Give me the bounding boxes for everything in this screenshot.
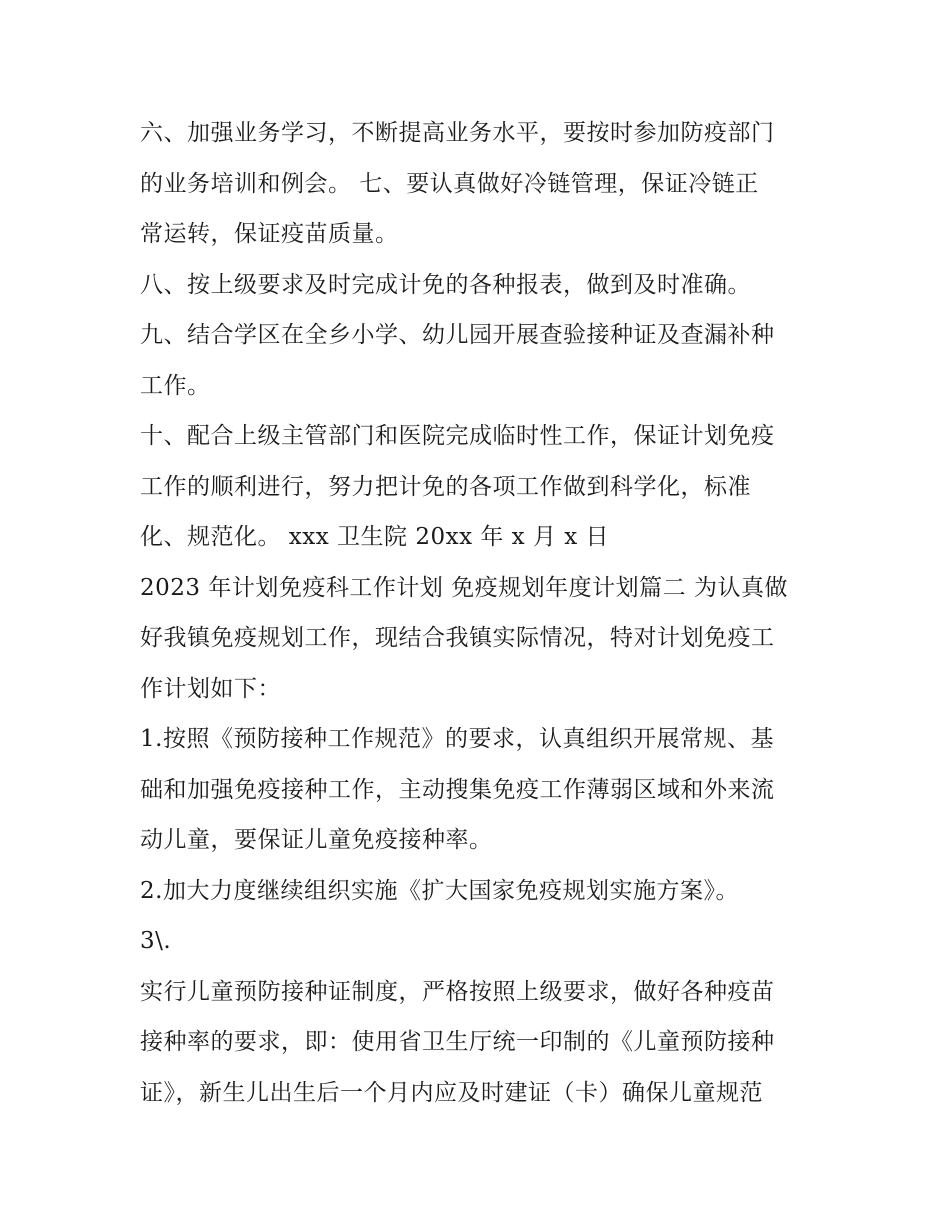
text-line: 2.加大力度继续组织实施《扩大国家免疫规划实施方案》。 <box>140 877 739 904</box>
text-line: 工作。 <box>140 372 211 399</box>
text-line: 化、规范化。 xxx 卫生院 20xx 年 x 月 x 日 <box>140 524 610 550</box>
text-line: 常运转，保证疫苗质量。 <box>140 221 399 247</box>
text-line: 八、按上级要求及时完成计免的各种报表，做到及时准确。 <box>140 271 751 298</box>
text-line: 动儿童，要保证儿童免疫接种率。 <box>140 827 493 853</box>
text-line: 1.按照《预防接种工作规范》的要求，认真组织开展常规、基 <box>140 726 774 752</box>
text-line: 实行儿童预防接种证制度，严格按照上级要求，做好各种疫苗 <box>140 978 775 1005</box>
text-line: 证》，新生儿出生后一个月内应及时建证（卡）确保儿童规范 <box>140 1079 763 1106</box>
document-body <box>140 108 820 1118</box>
text-line: 2023 年计划免疫科工作计划 免疫规划年度计划篇二 为认真做 <box>140 574 788 601</box>
text-line: 九、结合学区在全乡小学、幼儿园开展查验接种证及查漏补种 <box>140 322 775 348</box>
text-line: 好我镇免疫规划工作，现结合我镇实际情况，特对计划免疫工 <box>140 625 775 651</box>
text-line: 十、配合上级主管部门和医院完成临时性工作，保证计划免疫 <box>140 423 775 449</box>
text-line: 的业务培训和例会。 七、要认真做好冷链管理，保证冷链正 <box>140 170 759 197</box>
text-line: 础和加强免疫接种工作，主动搜集免疫工作薄弱区域和外来流 <box>140 776 775 803</box>
text-line: 六、加强业务学习，不断提高业务水平，要按时参加防疫部门 <box>140 120 775 146</box>
text-line: 作计划如下： <box>140 675 281 702</box>
text-line: 工作的顺利进行，努力把计免的各项工作做到科学化，标准 <box>140 473 751 500</box>
text-line: 3\. <box>140 928 172 954</box>
text-line: 接种率的要求，即：使用省卫生厅统一印制的《儿童预防接种 <box>140 1029 775 1055</box>
